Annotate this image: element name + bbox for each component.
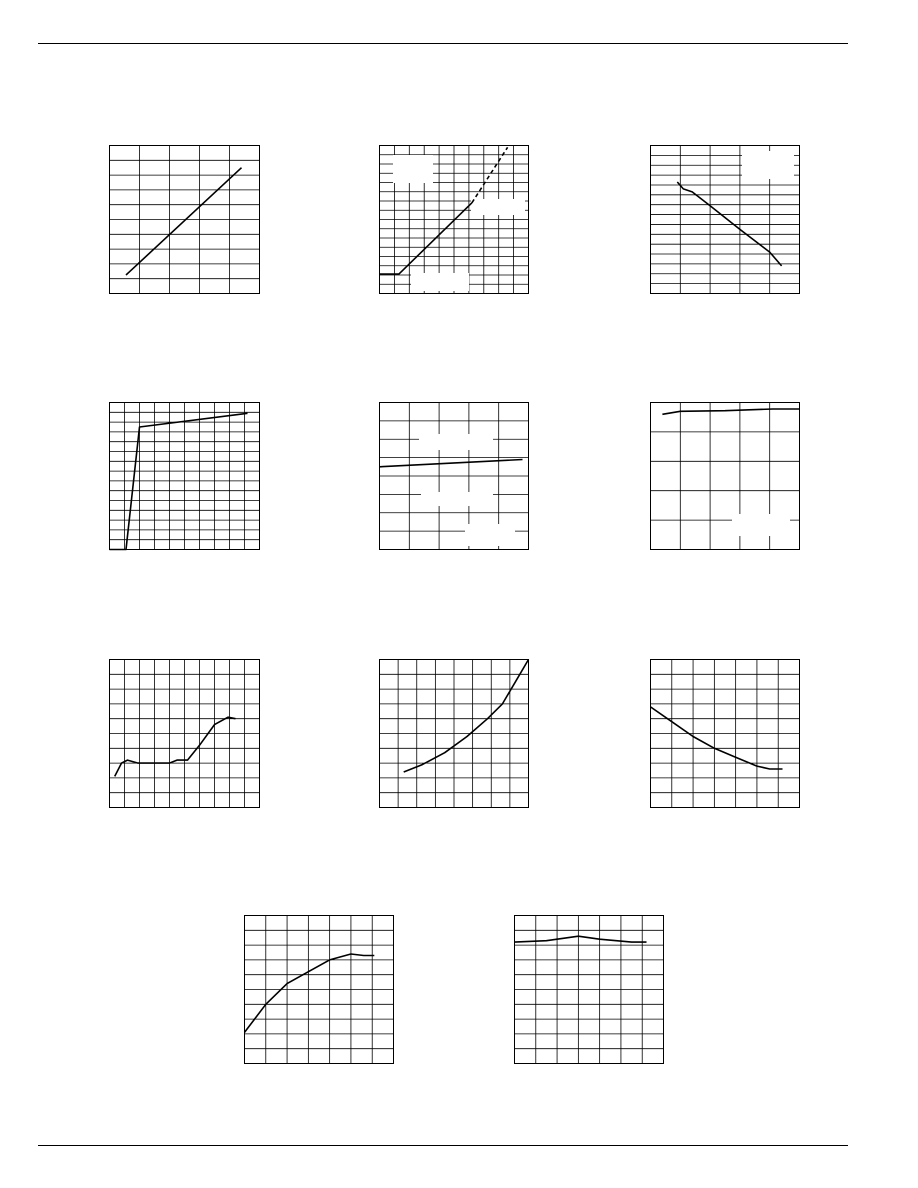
- series-line-1: [110, 413, 248, 549]
- series-line-1: [515, 936, 647, 942]
- label-area: [421, 492, 493, 506]
- series-line-1: [380, 203, 472, 274]
- label-area: [465, 524, 515, 546]
- chart-2: [379, 145, 529, 294]
- label-area: [471, 199, 525, 215]
- chart-3: [650, 145, 800, 294]
- chart-9: [650, 659, 800, 808]
- series-line-1: [245, 954, 375, 1032]
- chart-6: [650, 402, 800, 550]
- series-line-1: [651, 707, 783, 769]
- chart-4: [109, 402, 260, 550]
- chart-7: [109, 659, 260, 808]
- label-area: [393, 155, 433, 183]
- chart-10: [244, 915, 394, 1064]
- series-line-1: [126, 168, 242, 275]
- bottom-rule: [38, 1145, 848, 1146]
- series-line-1: [662, 409, 799, 414]
- label-area: [742, 151, 794, 179]
- chart-11: [514, 915, 664, 1064]
- label-area: [411, 273, 469, 291]
- series-line-1: [380, 460, 523, 467]
- chart-1: [109, 145, 260, 294]
- label-area: [732, 514, 790, 536]
- chart-8: [379, 659, 529, 808]
- label-area: [419, 434, 493, 450]
- top-rule: [38, 43, 848, 44]
- series-line-1: [115, 717, 236, 776]
- series-line-2: [472, 147, 508, 203]
- chart-5: [379, 402, 529, 550]
